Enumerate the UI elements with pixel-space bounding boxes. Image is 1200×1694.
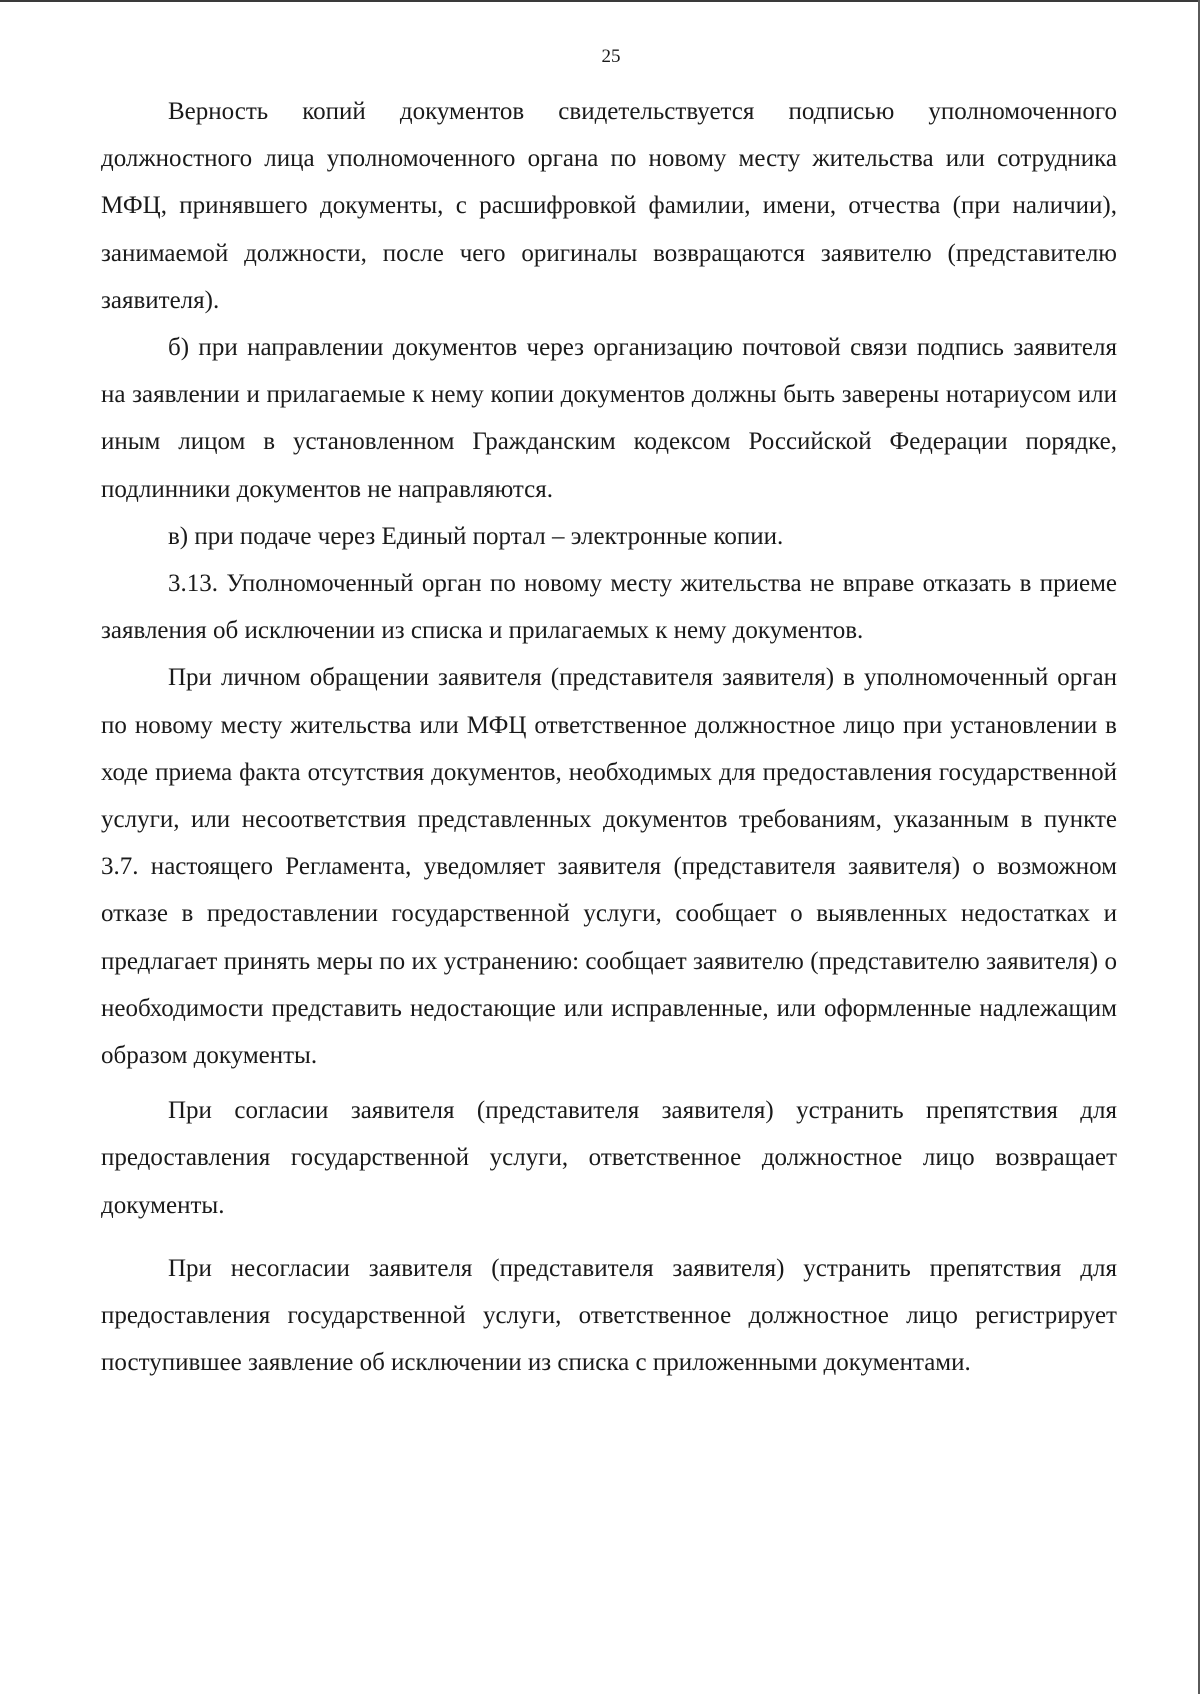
paragraph-clause-3-13: 3.13. Уполномоченный орган по новому месту жительства не вправе отказать в приеме заявления об исключении из списка и прилагаемых к нему документов. xyxy=(101,570,1117,645)
paragraph-personal-appeal: При личном обращении заявителя (представителя заявителя) в уполномоченный орган по новому месту жительства или МФЦ ответственное должностное лицо при установлении в ходе приема факта отсутствия документов, необходимых для предоставления государственной услуги, или несоответствия представленных документов требованиям, указанным в пункте 3.7. настоящего Регламента, уведомляет заявителя (представителя заявителя) о возможном отказе в предоставлении государственной услуги, сообщает о выявленных недостатках и предлагает принять меры по их устранению: сообщает заявителю (представителю заявителя) о необходимости представить недостающие или исправленные, или оформленные надлежащим образом документы. xyxy=(101,664,1117,1070)
paragraph-copy-verification: Верность копий документов свидетельствуется подписью уполномоченного должностного лица уполномоченного органа по новому месту жительства или сотрудника МФЦ, принявшего документы, с расшифровкой фамилии, имени, отчества (при наличии), занимаемой должности, после чего оригиналы возвращаются заявителю (представителю заявителя). xyxy=(101,98,1117,314)
paragraph-disagreement: При несогласии заявителя (представителя заявителя) устранить препятствия для предоставления государственной услуги, ответственное должностное лицо регистрирует поступившее заявление об исключении из списка с приложенными документами. xyxy=(101,1254,1117,1377)
paragraph-portal-submission: в) при подаче через Единый портал – электронные копии. xyxy=(168,522,784,550)
document-body xyxy=(101,88,1117,1386)
page-number: 25 xyxy=(601,46,621,67)
scan-top-edge xyxy=(0,0,1200,2)
paragraph-postal-submission: б) при направлении документов через организацию почтовой связи подпись заявителя на заявлении и прилагаемые к нему копии документов должны быть заверены нотариусом или иным лицом в установленном Гражданским кодексом Российской Федерации порядке, подлинники документов не направляются. xyxy=(101,334,1117,503)
paragraph-consent: При согласии заявителя (представителя заявителя) устранить препятствия для предоставления государственной услуги, ответственное должностное лицо возвращает документы. xyxy=(101,1097,1117,1219)
